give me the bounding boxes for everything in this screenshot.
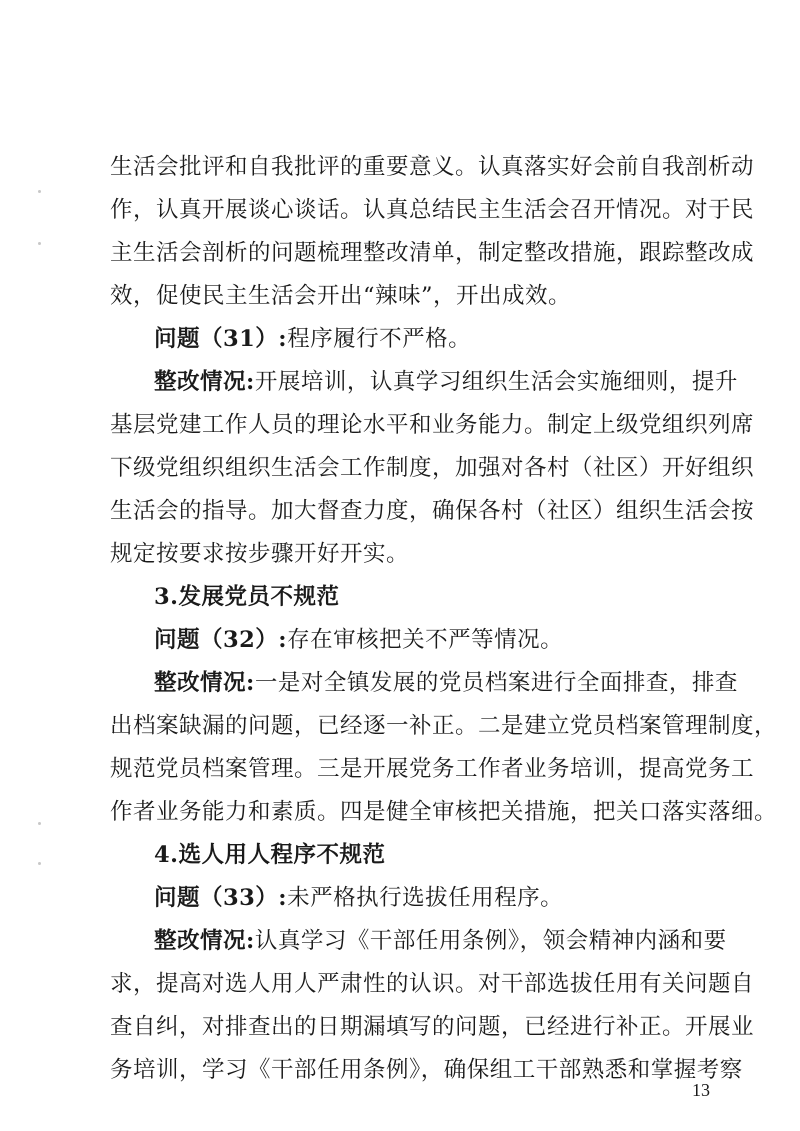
problem-31 bbox=[154, 319, 700, 359]
body-line: 生活会批评和自我批评的重要意义。认真落实好会前自我剖析动 bbox=[110, 154, 755, 180]
problem-text: 未严格执行选拔任用程序。 bbox=[287, 885, 564, 911]
body-line: 作者业务能力和素质。四是健全审核把关措施，把关口落实落细。 bbox=[110, 799, 778, 825]
section-heading-4: 4.选人用人程序不规范 bbox=[154, 842, 386, 868]
rectify-label: 整改情况: bbox=[154, 670, 255, 696]
body-line: 出档案缺漏的问题，已经逐一补正。二是建立党员档案管理制度， bbox=[110, 713, 778, 739]
rectify-text: 开展培训，认真学习组织生活会实施细则，提升 bbox=[254, 369, 738, 395]
margin-mark bbox=[38, 190, 41, 193]
problem-label: 问题（33）: bbox=[154, 885, 288, 911]
problem-label: 问题（31）: bbox=[154, 326, 288, 352]
body-line: 规定按要求按步骤开好开实。 bbox=[110, 541, 410, 567]
body-line: 务培训，学习《干部任用条例》，确保组工干部熟悉和掌握考察 bbox=[110, 1057, 743, 1083]
problem-text: 程序履行不严格。 bbox=[287, 326, 472, 352]
body-line: 规范党员档案管理。三是开展党务工作者业务培训，提高党务工 bbox=[110, 756, 755, 782]
margin-mark bbox=[38, 822, 41, 825]
problem-text: 存在审核把关不严等情况。 bbox=[287, 627, 564, 653]
margin-mark bbox=[38, 862, 41, 865]
body-line: 作，认真开展谈心谈话。认真总结民主生活会召开情况。对于民 bbox=[110, 197, 755, 223]
body-line: 下级党组织组织生活会工作制度，加强对各村（社区）开好组织 bbox=[110, 455, 755, 481]
problem-33 bbox=[154, 878, 700, 918]
body-line: 求，提高对选人用人严肃性的认识。对干部选拔任用有关问题自 bbox=[110, 971, 755, 997]
rectify-32-first-line bbox=[154, 663, 738, 703]
margin-mark bbox=[38, 242, 41, 245]
problem-32 bbox=[154, 620, 700, 660]
rectify-text: 一是对全镇发展的党员档案进行全面排查，排查 bbox=[254, 670, 738, 696]
rectify-text: 认真学习《干部任用条例》，领会精神内涵和要 bbox=[254, 928, 727, 954]
rectify-31-first-line bbox=[154, 362, 738, 402]
problem-label: 问题（32）: bbox=[154, 627, 288, 653]
body-line: 查自纠，对排查出的日期漏填写的问题，已经进行补正。开展业 bbox=[110, 1014, 755, 1040]
body-line: 生活会的指导。加大督查力度，确保各村（社区）组织生活会按 bbox=[110, 498, 755, 524]
rectify-label: 整改情况: bbox=[154, 369, 255, 395]
page-number: 13 bbox=[692, 1080, 710, 1100]
rectify-label: 整改情况: bbox=[154, 928, 255, 954]
rectify-33-first-line bbox=[154, 921, 727, 961]
body-line: 主生活会剖析的问题梳理整改清单，制定整改措施，跟踪整改成 bbox=[110, 240, 755, 266]
section-heading-3: 3.发展党员不规范 bbox=[154, 584, 340, 610]
body-line: 基层党建工作人员的理论水平和业务能力。制定上级党组织列席 bbox=[110, 412, 755, 438]
body-line: 效，促使民主生活会开出“辣味”，开出成效。 bbox=[110, 283, 572, 309]
